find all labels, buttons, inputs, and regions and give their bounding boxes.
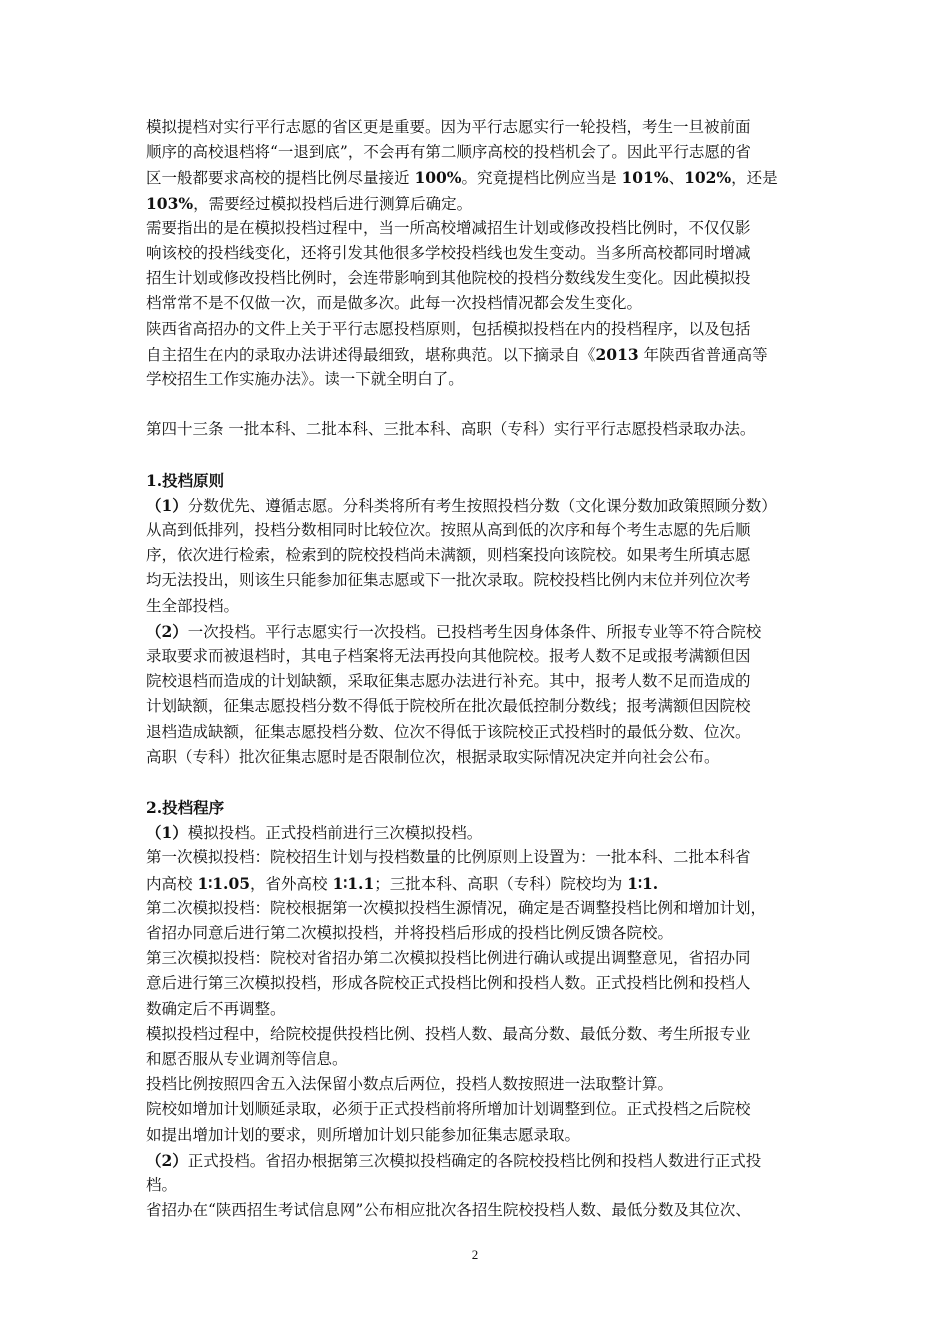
text-line: 省招办同意后进行第二次模拟投档，并将投档后形成的投档比例反馈各院校。 — [146, 924, 674, 942]
text-line: 计划缺额，征集志愿投档分数不得低于院校所在批次最低控制分数线；报考满额但因院校 — [146, 697, 751, 716]
text-line: 响该校的投档线变化，还将引发其他很多学校投档线也发生变动。当多所高校都同时增减 — [146, 243, 751, 262]
text-line: 103%，需要经过模拟投档后进行测算后确定。 — [146, 193, 473, 213]
text-line: 内高校 1∶1.05，省外高校 1∶1.1；三批本科、高职（专科）院校均为 1∶1. — [146, 873, 659, 893]
text-line: 区一般都要求高校的提档比例尽量接近 100%。究竟提档比例应当是 101%、102%，还是 — [146, 168, 778, 188]
text-line: 和愿否服从专业调剂等信息。 — [146, 1049, 348, 1068]
text-line: 均无法投出，则该生只能参加征集志愿或下一批次录取。院校投档比例内末位并列位次考 — [146, 571, 751, 590]
text-line: 如提出增加计划的要求，则所增加计划只能参加征集志愿录取。 — [146, 1125, 581, 1144]
text-line: 顺序的高校退档将“一退到底”，不会再有第二顺序高校的投档机会了。因此平行志愿的省 — [146, 143, 751, 162]
text-line: 从高到低排列，投档分数相同时比较位次。按照从高到低的次序和每个考生志愿的先后顺 — [146, 521, 751, 539]
text-line: 档常常不是不仅做一次，而是做多次。此每一次投档情况都会发生变化。 — [146, 294, 643, 313]
text-line: 录取要求而被退档时，其电子档案将无法再投向其他院校。报考人数不足或报考满额但因 — [146, 646, 751, 665]
text-line: 招生计划或修改投档比例时，会连带影响到其他院校的投档分数线发生变化。因此模拟投 — [146, 269, 751, 288]
section-heading-procedure: 2.投档程序 — [146, 798, 225, 818]
text-line: 生全部投档。 — [146, 596, 240, 615]
text-line: 省招办在“陕西招生考试信息网”公布相应批次各招生院校投档人数、最低分数及其位次、 — [146, 1201, 751, 1220]
text-line: 院校退档而造成的计划缺额，采取征集志愿办法进行补充。其中，报考人数不足而造成的 — [146, 672, 751, 691]
text-line: 第二次模拟投档：院校根据第一次模拟投档生源情况，确定是否调整投档比例和增加计划， — [146, 898, 767, 917]
text-line: （2）一次投档。平行志愿实行一次投档。已投档考生因身体条件、所报专业等不符合院校 — [146, 621, 762, 641]
blank-line — [146, 442, 810, 467]
text-line: 序，依次进行检索，检索到的院校投档尚未满额，则档案投向该院校。如果考生所填志愿 — [146, 546, 751, 565]
document-body — [146, 115, 810, 1248]
page-number: 2 — [471, 1247, 479, 1262]
text-line: 第三次模拟投档：院校对省招办第二次模拟投档比例进行确认或提出调整意见，省招办同 — [146, 949, 751, 968]
text-line: 陕西省高招办的文件上关于平行志愿投档原则，包括模拟投档在内的投档程序，以及包括 — [146, 319, 751, 338]
section-heading-principle: 1.投档原则 — [146, 470, 225, 490]
text-line: 模拟投档过程中，给院校提供投档比例、投档人数、最高分数、最低分数、考生所报专业 — [146, 1024, 751, 1043]
text-line: 退档造成缺额，征集志愿投档分数、位次不得低于该院校正式投档时的最低分数、位次。 — [146, 722, 751, 741]
text-line: 需要指出的是在模拟投档过程中，当一所高校增减招生计划或修改投档比例时，不仅仅影 — [146, 218, 751, 237]
blank-line — [146, 770, 810, 795]
text-line: （2）正式投档。省招办根据第三次模拟投档确定的各院校投档比例和投档人数进行正式投 — [146, 1150, 762, 1170]
text-line: 院校如增加计划顺延录取，必须于正式投档前将所增加计划调整到位。正式投档之后院校 — [146, 1100, 751, 1119]
text-line: 模拟提档对实行平行志愿的省区更是重要。因为平行志愿实行一轮投档，考生一旦被前面 — [146, 118, 751, 136]
text-line: （1）分数优先、遵循志愿。分科类将所有考生按照投档分数（文化课分数加政策照顾分数） — [146, 495, 777, 515]
text-line: 第一次模拟投档：院校招生计划与投档数量的比例原则上设置为：一批本科、二批本科省 — [146, 848, 751, 867]
text-line — [146, 1223, 810, 1248]
text-line: 档。 — [146, 1175, 178, 1194]
article-heading: 第四十三条 一批本科、二批本科、三批本科、高职（专科）实行平行志愿投档录取办法。 — [146, 420, 756, 439]
text-line: 自主招生在内的录取办法讲述得最细致，堪称典范。以下摘录自《2013 年陕西省普通高等 — [146, 344, 768, 364]
text-line: 数确定后不再调整。 — [146, 999, 286, 1018]
text-line: 意后进行第三次模拟投档，形成各院校正式投档比例和投档人数。正式投档比例和投档人 — [146, 974, 751, 993]
text-line: 学校招生工作实施办法》。读一下就全明白了。 — [146, 369, 464, 388]
text-line: （1）模拟投档。正式投档前进行三次模拟投档。 — [146, 823, 483, 843]
text-line: 高职（专科）批次征集志愿时是否限制位次，根据录取实际情况决定并向社会公布。 — [146, 747, 720, 766]
text-line: 投档比例按照四舍五入法保留小数点后两位，投档人数按照进一法取整计算。 — [146, 1075, 674, 1094]
blank-line — [146, 392, 810, 417]
